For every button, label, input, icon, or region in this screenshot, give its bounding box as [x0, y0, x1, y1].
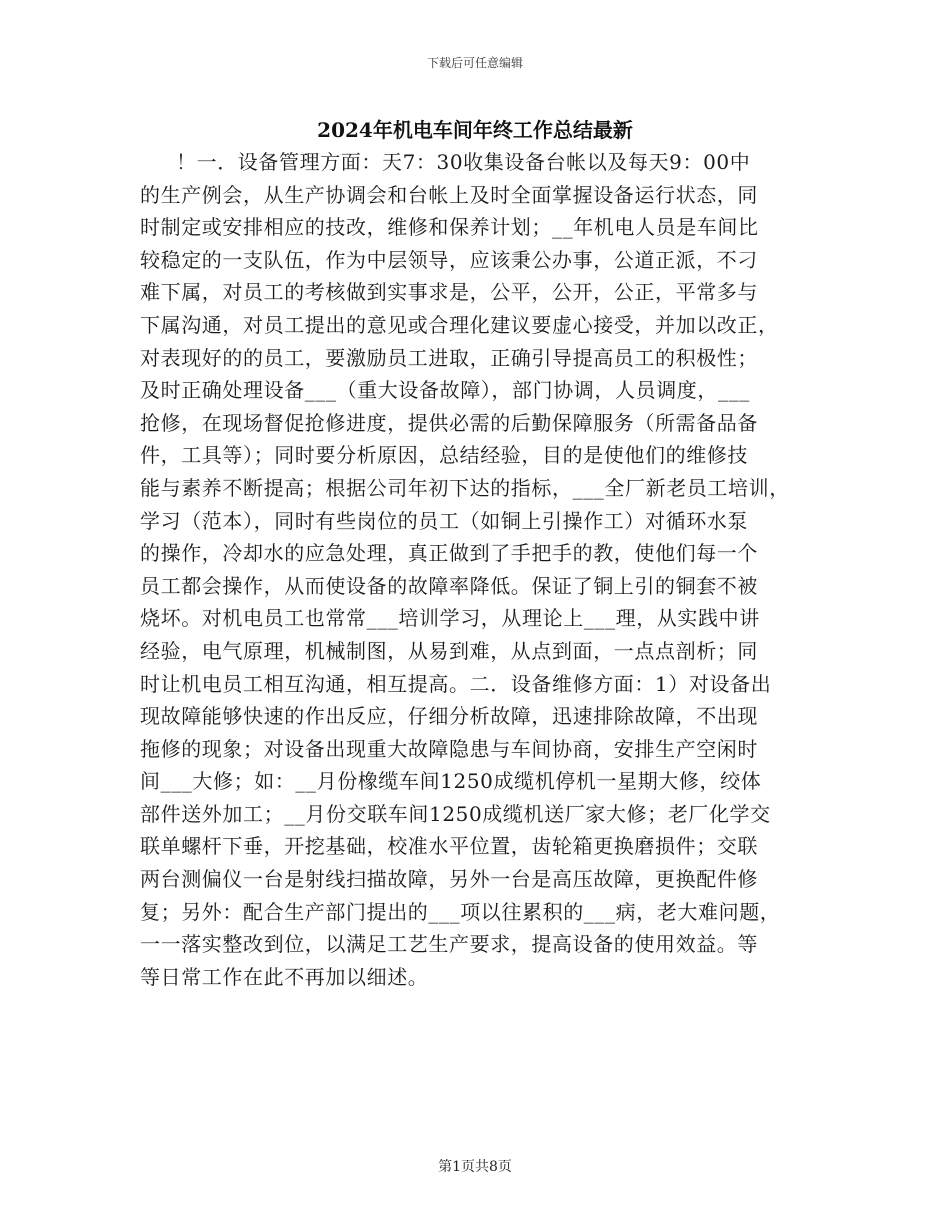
body-line: 间___大修；如：__月份橡缆车间1250成缆机停机一星期大修，绞体: [140, 769, 762, 794]
body-line: 现故障能够快速的作出反应，仔细分析故障，迅速排除故障，不出现: [140, 704, 758, 729]
body-line: 件，工具等）；同时要分析原因，总结经验，目的是使他们的维修技: [140, 443, 748, 468]
document-body: [140, 146, 830, 993]
body-line: 能与素养不断提高；根据公司年初下达的指标，___全厂新老员工培训，: [140, 475, 790, 500]
body-line: 等日常工作在此不再加以细述。: [140, 964, 429, 989]
body-line: 抢修，在现场督促抢修进度，提供必需的后勤保障服务（所需备品备: [140, 410, 758, 435]
body-line: 时制定或安排相应的技改，维修和保养计划；__年机电人员是车间比: [140, 215, 759, 240]
body-line: 员工都会操作，从而使设备的故障率降低。保证了铜上引的铜套不被: [140, 573, 758, 598]
body-line: 及时正确处理设备___（重大设备故障），部门协调，人员调度，___: [140, 378, 750, 403]
body-line: 部件送外加工；__月份交联车间1250成缆机送厂家大修；老厂化学交: [140, 801, 771, 826]
body-line: 难下属，对员工的考核做到实事求是，公平，公开，公正，平常多与: [140, 280, 758, 305]
body-line: 较稳定的一支队伍，作为中层领导，应该秉公办事，公道正派，不刁: [140, 247, 758, 272]
body-line: 一一落实整改到位，以满足工艺生产要求，提高设备的使用效益。等: [140, 932, 758, 957]
body-line: 联单螺杆下垂，开挖基础，校准水平位置，齿轮箱更换磨损件；交联: [140, 834, 758, 859]
body-line: 学习（范本），同时有些岗位的员工（如铜上引操作工）对循环水泵: [140, 508, 748, 533]
body-line: 两台测偏仪一台是射线扫描故障，另外一台是高压故障，更换配件修: [140, 867, 758, 892]
body-line: 下属沟通，对员工提出的意见或合理化建议要虚心接受，并加以改正，: [140, 312, 779, 337]
body-line: 复；另外：配合生产部门提出的___项以往累积的___病，老大难问题，: [140, 899, 781, 924]
page-number: 第1页共8页: [438, 1159, 512, 1175]
header-note: 下载后可任意编辑: [426, 56, 523, 70]
body-line: 经验，电气原理，机械制图，从易到难，从点到面，一点点剖析；同: [140, 638, 758, 663]
document-title: 2024年机电车间年终工作总结最新: [317, 118, 633, 142]
body-line: 的操作，冷却水的应急处理，真正做到了手把手的教，使他们每一个: [140, 541, 758, 566]
body-line: ！一．设备管理方面：天7：30收集设备台帐以及每天9：00中: [176, 150, 751, 174]
body-line: 拖修的现象；对设备出现重大故障隐患与车间协商，安排生产空闲时: [140, 736, 758, 761]
body-line: 的生产例会，从生产协调会和台帐上及时全面掌握设备运行状态，同: [140, 182, 758, 207]
body-line: 时让机电员工相互沟通，相互提高。二．设备维修方面：1）对设备出: [140, 671, 772, 696]
body-line: 烧坏。对机电员工也常常___培训学习，从理论上___理，从实践中讲: [140, 606, 760, 631]
body-line: 对表现好的的员工，要激励员工进取，正确引导提高员工的积极性；: [140, 345, 758, 370]
